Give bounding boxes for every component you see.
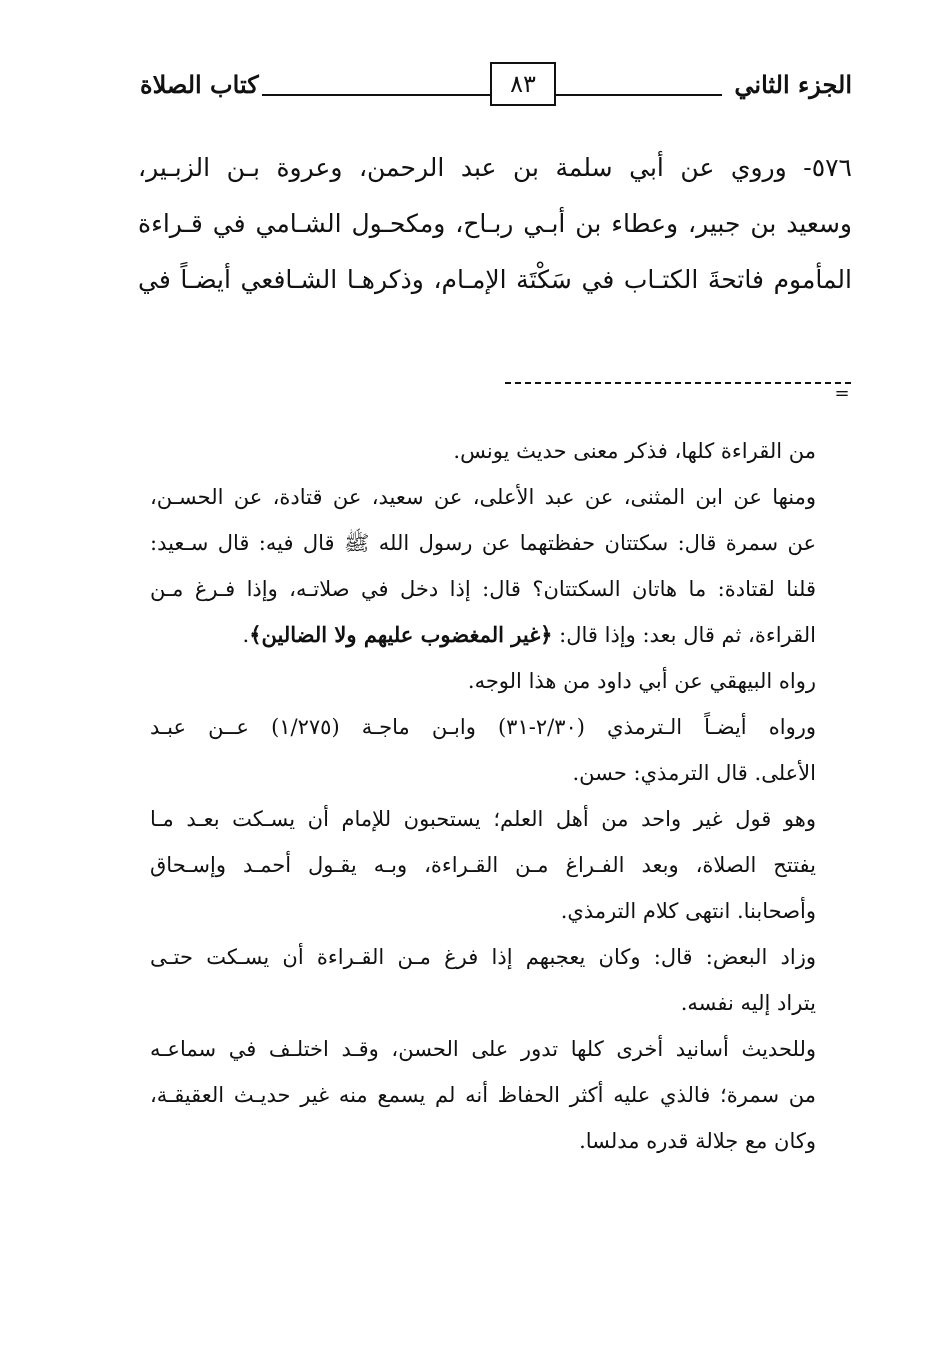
footnote-line: قلنا لقتادة: ما هاتان السكتتان؟ قال: إذا دخل في صلاتـه، وإذا فـرغ مـن (150, 577, 816, 601)
footnote-text: . (242, 623, 250, 647)
footnote-line: ورواه أيضـاً الـترمذي (٢/٣٠-٣١) وابـن ماجـة (١/٢٧٥) عــن عبـد (150, 715, 816, 739)
footnote-paragraph (150, 796, 816, 934)
page-number: ٨٣ (490, 62, 556, 106)
footnote-separator (505, 382, 851, 384)
footnote-line: الأعلى. قال الترمذي: حسن. (572, 761, 816, 785)
footnote-line: وهو قول غير واحد من أهل العلم؛ يستحبون للإمام أن يسـكت بعـد مـا (150, 807, 816, 831)
header-rule-left (262, 94, 490, 96)
footnote-paragraph (150, 1026, 816, 1164)
footnote-line: وأصحابنا. انتهى كلام الترمذي. (560, 899, 816, 923)
footnote-line: عن سمرة قال: سكتتان حفظتهما عن رسول الله ﷺ قال فيه: قال سـعيد: (150, 531, 816, 555)
main-line: المأموم فاتحةَ الكتـاب في سَكْتَة الإمـام، وذكرهـا الشـافعي أيضـاً في (138, 265, 852, 294)
footnote-line: وللحديث أسانيد أخرى كلها تدور على الحسن، وقـد اختلـف في سماعـه (150, 1037, 816, 1061)
footnotes (150, 428, 816, 1164)
footnote-line (150, 612, 816, 658)
main-text (138, 140, 852, 308)
footnote-line: وكان مع جلالة قدره مدلسا. (579, 1129, 816, 1153)
chapter-title: كتاب الصلاة (140, 70, 259, 99)
footnote-line: ومنها عن ابن المثنى، عن عبد الأعلى، عن سعيد، عن قتادة، عن الحسـن، (150, 485, 816, 509)
footnote-line: من القراءة كلها، فذكر معنى حديث يونس. (453, 439, 816, 463)
footnote-paragraph (150, 704, 816, 796)
footnote-continuation-marker: = (834, 383, 850, 404)
footnote-line: من سمرة؛ فالذي عليه أكثر الحفاظ أنه لم يسمع منه غير حديـث العقيقـة، (150, 1083, 816, 1107)
footnote-line: يفتتح الصلاة، وبعد الفـراغ مـن القـراءة، وبـه يقـول أحمـد وإسـحاق (150, 853, 816, 877)
main-line: وسعيد بن جبير، وعطاء بن أبـي ربـاح، ومكحـول الشـامي في قـراءة (138, 209, 852, 238)
footnote-line: وزاد البعض: قال: وكان يعجبهم إذا فرغ مـن القـراءة أن يسـكت حتـى (150, 945, 816, 969)
quran-quote: ﴿غير المغضوب عليهم ولا الضالين﴾ (249, 622, 553, 647)
footnote-paragraph (150, 428, 816, 474)
volume-title: الجزء الثاني (734, 70, 852, 99)
header-rule-right (556, 94, 722, 96)
footnote-paragraph (150, 934, 816, 1026)
footnote-text: القراءة، ثم قال بعد: وإذا قال: (552, 623, 816, 647)
footnote-line: رواه البيهقي عن أبي داود من هذا الوجه. (467, 669, 816, 693)
footnote-paragraph (150, 474, 816, 658)
main-line: ٥٧٦- وروي عن أبي سلمة بن عبد الرحمن، وعروة بـن الزبـير، (138, 153, 852, 182)
footnote-paragraph (150, 658, 816, 704)
footnote-line: يتراد إليه نفسه. (680, 991, 816, 1015)
page-header (140, 62, 852, 122)
